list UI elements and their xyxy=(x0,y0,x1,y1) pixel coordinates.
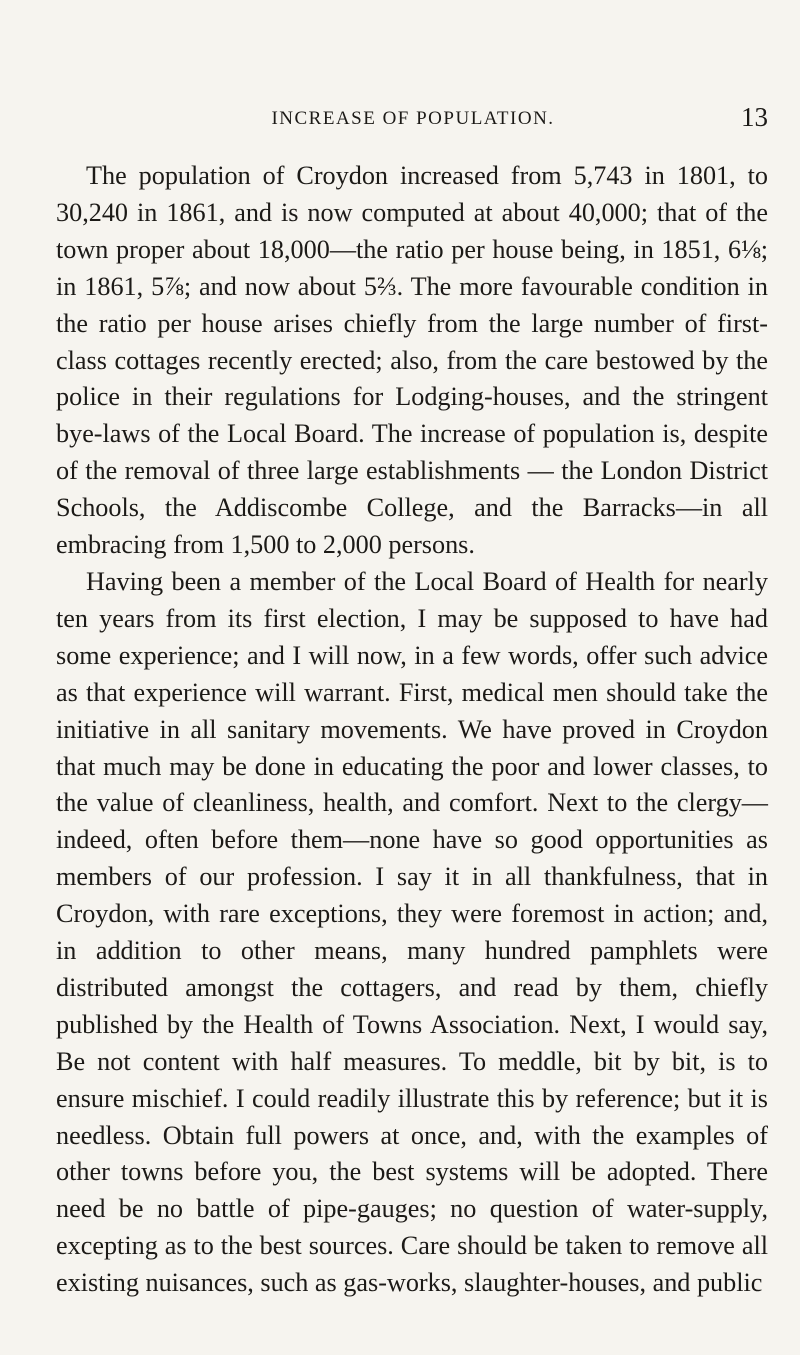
paragraph-population: The population of Croydon increased from 5,743 in 1801, to 30,240 in 1861, and is now computed at about 40,000; that of the town proper about 18,000—the ratio per house being, in 1851, 6⅛; in 1861, 5⅞; and now about 5⅔. The more favourable condition in the ratio per house arises chiefly from the large number of first-class cottages recently erected; also, from the care bestowed by the police in their regulations for Lodging-houses, and the stringent bye-laws of the Local Board. The increase of population is, despite of the removal of three large establishments — the London District Schools, the Addiscombe College, and the Barracks—in all embracing from 1,500 to 2,000 persons. xyxy=(56,161,768,560)
page-title: INCREASE OF POPULATION. xyxy=(271,108,555,129)
page-number: 13 xyxy=(741,102,768,132)
paragraph-advice: Having been a member of the Local Board of Health for nearly ten years from its first election, I may be supposed to have had some experience; and I will now, in a few words, offer such advice as that experience will warrant. First, medical men should take the initiative in all sanitary movements. We have proved in Croydon that much may be done in educating the poor and lower classes, to the value of cleanliness, health, and comfort. Next to the clergy—indeed, often before them—none have so good opportunities as members of our profession. I say it in all thankfulness, that in Croydon, with rare exceptions, they were foremost in action; and, in addition to other means, many hundred pamphlets were distributed amongst the cottagers, and read by them, chiefly published by the Health of Towns Association. Next, I would say, Be not content with half measures. To meddle, bit by bit, is to ensure mischief. I could readily illustrate this by reference; but it is needless. Obtain full powers at once, and, with the examples of other towns before you, the best systems will be adopted. There need be no battle of pipe-gauges; no question of water-supply, excepting as to the best sources. Care should be taken to remove all existing nuisances, such as gas-works, slaughter-houses, and public xyxy=(56,566,768,1298)
body-text xyxy=(56,158,768,1302)
running-head xyxy=(58,102,768,138)
